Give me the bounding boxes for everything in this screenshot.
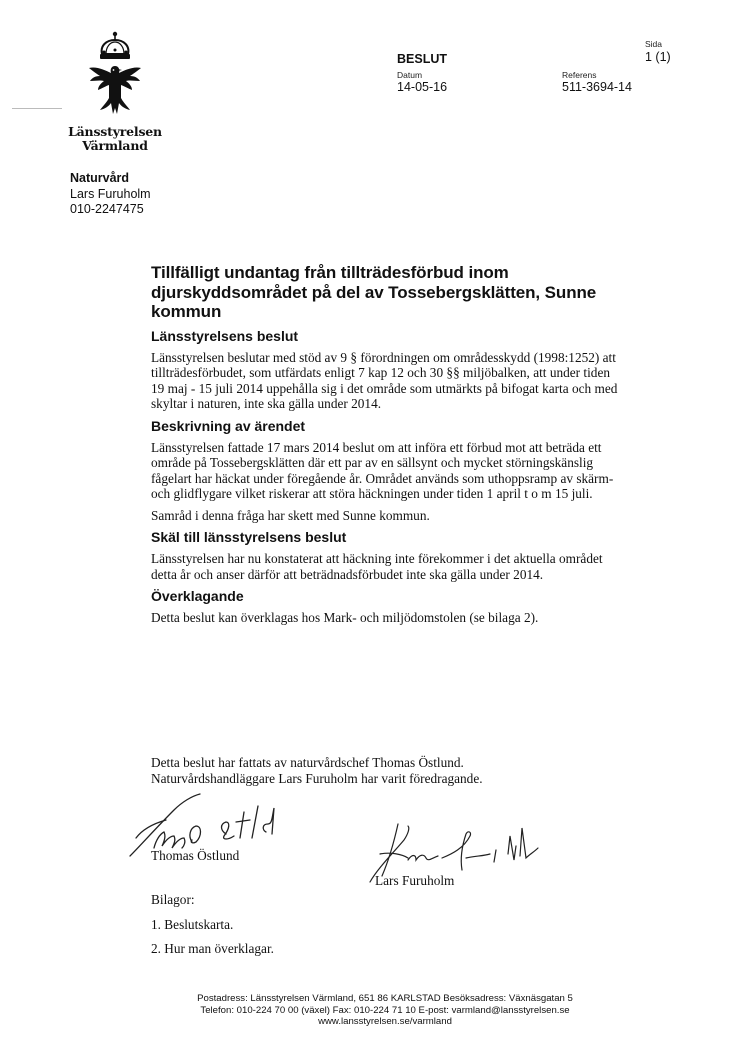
attachments	[151, 892, 451, 957]
date-value: 14-05-16	[397, 80, 448, 94]
page-label: Sida	[645, 39, 663, 49]
attachments-heading: Bilagor:	[151, 892, 195, 907]
reference-value: 511-3694-14	[562, 80, 632, 94]
attachment-item: 2. Hur man överklagar.	[151, 941, 274, 956]
footer-postal-address: Postadress: Länsstyrelsen Värmland, 651 86 KARLSTAD Besöksadress: Växnäsgatan 5	[197, 993, 573, 1004]
contact-phone: 010-2247475	[70, 202, 144, 216]
section-paragraph: Länsstyrelsen beslutar med stöd av 9 § förordningen om områdesskydd (1998:1252) att tillträdesförbudet, som utfärdats enligt 7 kap 12 och 30 §§ miljöbalken, att under tiden 19 maj - 15 juli 2014 uppehålla sig i det område som utmärkts på bifogat karta och med skyltar i naturen, inte ska gälla under 2014.	[151, 349, 618, 411]
contact-department: Naturvård	[70, 171, 130, 185]
section-appeal	[151, 588, 621, 626]
decision-info-line1: Detta beslut har fattats av naturvårdschef Thomas Östlund.	[151, 755, 464, 770]
footer-phone-email: Telefon: 010-224 70 00 (växel) Fax: 010-224 71 10 E-post: varmland@lansstyrelsen.se	[200, 1004, 570, 1016]
section-reasons	[151, 529, 621, 582]
date-label: Datum	[397, 70, 423, 80]
document-body	[151, 263, 621, 632]
contact-name: Lars Furuholm	[70, 186, 151, 201]
section-heading: Beskrivning av ärendet	[151, 417, 306, 434]
section-paragraph: Länsstyrelsen fattade 17 mars 2014 beslut om att införa ett förbud mot att beträda ett område på Tossebergsklätten där ett par av en sällsynt och mycket störningskänslig fågelart har häckat under föregående år. Området används som uthoppsramp av skärm- och glidflygare vilket riskerar att störa häckningen under tiden 1 april t o m 15 juli.	[151, 439, 614, 501]
signer1-name: Thomas Östlund	[151, 848, 240, 863]
section-heading: Överklagande	[151, 588, 244, 604]
section-paragraph: Detta beslut kan överklagas hos Mark- och miljödomstolen (se bilaga 2).	[151, 610, 539, 625]
contact-block	[70, 171, 151, 218]
footer-website-link[interactable]: www.lansstyrelsen.se/varmland	[318, 1016, 452, 1027]
decision-info	[151, 755, 621, 786]
agency-name-line1: Länsstyrelsen	[68, 124, 162, 139]
section-description	[151, 418, 621, 524]
section-decision	[151, 328, 621, 412]
document-title: Tillfälligt undantag från tillträdesförbud inom djurskyddsområdet på del av Tossebergsklätten, Sunne kommun	[151, 263, 597, 321]
reference-label: Referens	[562, 70, 597, 80]
crown-eagle-emblem-icon	[80, 30, 150, 125]
decision-info-line2: Naturvårdshandläggare Lars Furuholm har varit föredragande.	[151, 770, 483, 786]
signer2-name: Lars Furuholm	[375, 873, 455, 888]
agency-logo	[60, 30, 170, 160]
page-value: 1 (1)	[645, 50, 671, 64]
section-paragraph: Samråd i denna fråga har skett med Sunne kommun.	[151, 507, 430, 523]
page-footer	[140, 993, 630, 1028]
section-paragraph: Länsstyrelsen har nu konstaterat att häckning inte förekommer i det aktuella området detta år och anser därför att beträdnadsförbudet inte ska gälla under 2014.	[151, 551, 603, 582]
agency-name-line2: Värmland	[82, 138, 148, 153]
section-heading: Skäl till länsstyrelsens beslut	[151, 529, 347, 545]
scan-artifact-line	[12, 108, 62, 109]
attachment-item: 1. Beslutskarta.	[151, 916, 234, 932]
section-heading: Länsstyrelsens beslut	[151, 327, 299, 344]
document-type: BESLUT	[397, 52, 447, 66]
